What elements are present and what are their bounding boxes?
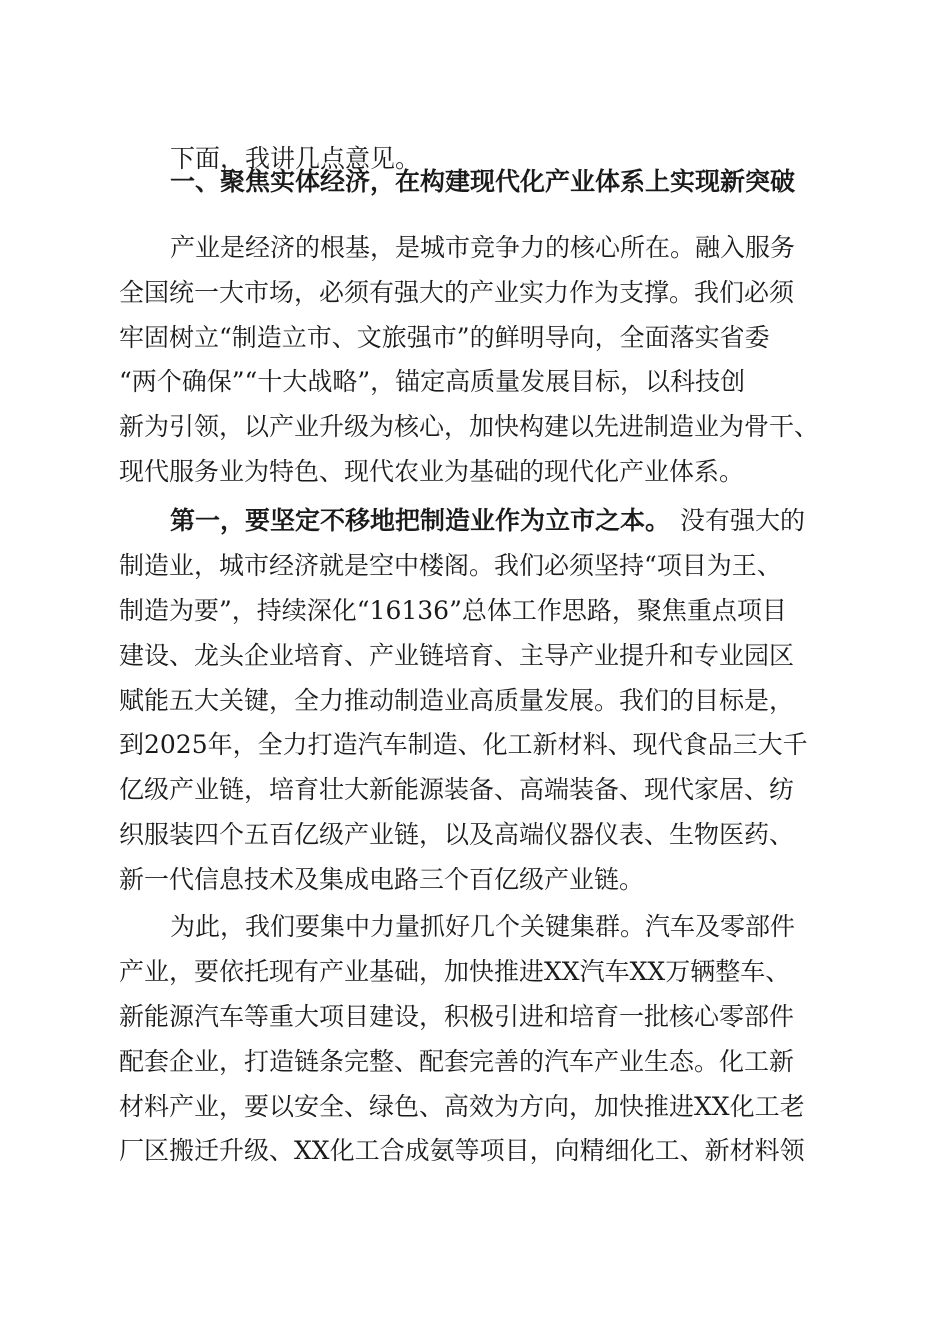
paragraph-line bbox=[0, 997, 950, 1037]
line-text: 亿级产业链，培育壮大新能源装备、高端装备、现代家居、纺 bbox=[119, 775, 795, 804]
paragraph-line bbox=[0, 362, 950, 402]
paragraph-line bbox=[0, 1042, 950, 1082]
paragraph-line bbox=[0, 770, 950, 810]
line-text: “两个确保”“十大战略”，锚定高质量发展目标，以科技创 bbox=[119, 367, 746, 396]
paragraph-line bbox=[0, 907, 950, 947]
line-text: 赋能五大关键，全力推动制造业高质量发展。我们的目标是， bbox=[119, 686, 795, 715]
heading-text: 一、聚焦实体经济，在构建现代化产业体系上实现新突破 bbox=[170, 167, 796, 196]
line-text: 为此，我们要集中力量抓好几个关键集群。汽车及零部件 bbox=[170, 912, 796, 941]
line-text: 下面，我讲几点意见。 bbox=[170, 144, 421, 173]
paragraph-line bbox=[0, 952, 950, 992]
line-text: 到2025年，全力打造汽车制造、化工新材料、现代食品三大千 bbox=[119, 730, 808, 759]
line-text: 材料产业，要以安全、绿色、高效为方向，加快推进XX化工老 bbox=[119, 1092, 805, 1121]
line-text: 全国统一大市场，必须有强大的产业实力作为支撑。我们必须 bbox=[119, 278, 795, 307]
subheading-text: 第一，要坚定不移地把制造业作为立市之本。 bbox=[170, 506, 671, 535]
line-text: 新为引领，以产业升级为核心，加快构建以先进制造业为骨干、 bbox=[119, 412, 820, 441]
paragraph-line bbox=[0, 681, 950, 721]
line-text: 新能源汽车等重大项目建设，积极引进和培育一批核心零部件 bbox=[119, 1002, 795, 1031]
line-text: 制造业，城市经济就是空中楼阁。我们必须坚持“项目为王、 bbox=[119, 551, 782, 580]
line-text: 配套企业，打造链条完整、配套完善的汽车产业生态。化工新 bbox=[119, 1047, 795, 1076]
line-text: 制造为要”，持续深化“16136”总体工作思路，聚焦重点项目 bbox=[119, 596, 787, 625]
section-heading bbox=[0, 162, 950, 202]
paragraph-line bbox=[0, 318, 950, 358]
paragraph-line bbox=[0, 273, 950, 313]
paragraph-line bbox=[0, 815, 950, 855]
paragraph-line bbox=[0, 1131, 950, 1171]
paragraph-line bbox=[0, 546, 950, 586]
paragraph-line bbox=[0, 725, 950, 765]
line-text: 厂区搬迁升级、XX化工合成氨等项目，向精细化工、新材料领 bbox=[119, 1136, 805, 1165]
paragraph-line bbox=[0, 228, 950, 268]
line-text: 现代服务业为特色、现代农业为基础的现代化产业体系。 bbox=[119, 457, 745, 486]
paragraph-line bbox=[0, 407, 950, 447]
line-text: 没有强大的 bbox=[680, 506, 806, 535]
paragraph-line bbox=[0, 636, 950, 676]
line-text: 织服装四个五百亿级产业链，以及高端仪器仪表、生物医药、 bbox=[119, 820, 795, 849]
paragraph-line bbox=[0, 860, 950, 900]
paragraph-line bbox=[0, 1087, 950, 1127]
line-text: 新一代信息技术及集成电路三个百亿级产业链。 bbox=[119, 865, 645, 894]
paragraph-line bbox=[0, 452, 950, 492]
line-text: 产业，要依托现有产业基础，加快推进XX汽车XX万辆整车、 bbox=[119, 957, 791, 986]
paragraph-line bbox=[0, 501, 950, 541]
line-text: 牢固树立“制造立市、文旅强市”的鲜明导向，全面落实省委 bbox=[119, 323, 770, 352]
line-text: 产业是经济的根基，是城市竞争力的核心所在。融入服务 bbox=[170, 233, 796, 262]
paragraph-line bbox=[0, 591, 950, 631]
line-text: 建设、龙头企业培育、产业链培育、主导产业提升和专业园区 bbox=[119, 641, 795, 670]
